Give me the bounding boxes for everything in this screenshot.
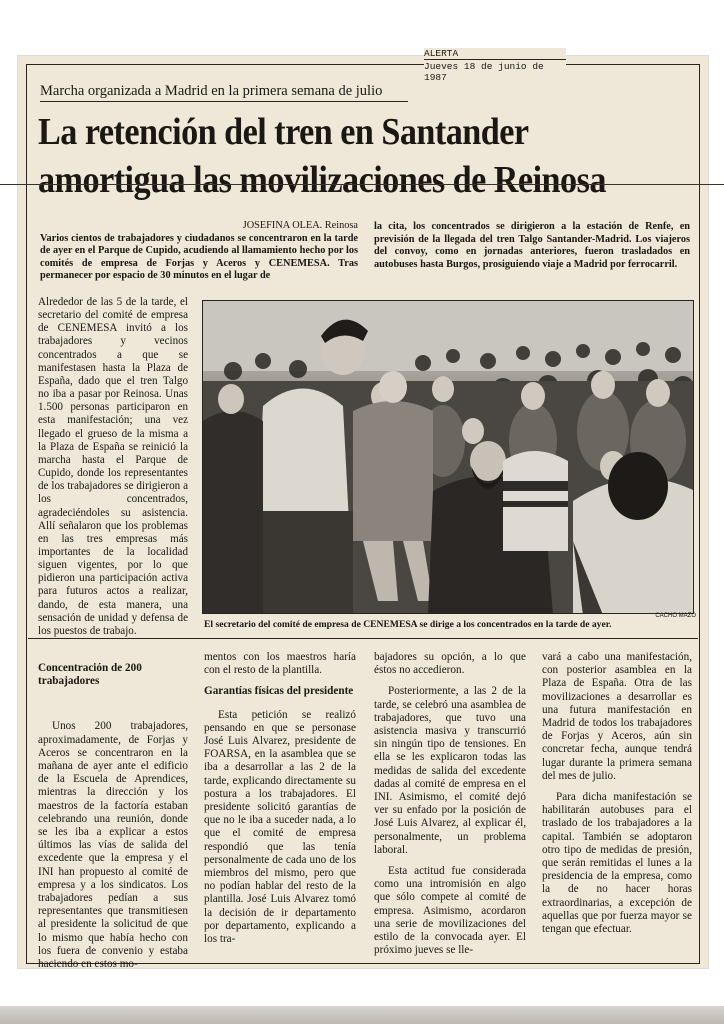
headline-line-2: amortigua las movilizaciones de Reinosa [38, 159, 606, 201]
publication-name: ALERTA [424, 48, 459, 59]
subheading-concentracion: Concentración de 200 trabajadores [38, 662, 142, 688]
paragraph: Unos 200 trabajadores, aproximadamente, de Forjas y Aceros se concentraron en la mañana de ayer ante el edificio de la Escuela de Aprendices, mientras la dirección y los maestros de la factoría estaban celebrando una reunión, donde se les iba a explicar a estos últimos las vías de salida del excedente que la empresa y el INI han propuesto al comité de empresa y a los sindicatos. Los trabajadores pedían a sus representantes que transmitiesen al presidente la solicitud de que lo mismo que había hecho con los fuera de convenio y estaba haciendo en estos mo- [38, 720, 188, 971]
column-3 [374, 651, 526, 965]
paragraph: bajadores su opción, a lo que éstos no accedieron. [374, 651, 526, 677]
source-label [424, 48, 566, 83]
paragraph: Esta actitud fue considerada como una intromisión en algo que sólo compete al comité de empresa. Asimismo, acordaron una serie de movilizaciones del estilo de la convocada ayer. El próximo jueves se lle- [374, 865, 526, 957]
paragraph: Para dicha manifestación se habilitarán autobuses para el traslado de los trabajadores a la capital. También se adoptaron otro tipo de medidas de presión, que serán remitidas el lunes a la presidencia de la empresa, como la de no hacer horas extraordinarias, a excepción de aquellas que por fuerza mayor se tengan que efectuar. [542, 791, 692, 936]
subheading-garantias: Garantías físicas del presidente [204, 685, 354, 698]
paragraph: Esta petición se realizó pensando en que se personase José Luis Alvarez, presidente de FOARSA, en la asamblea que se iba a desarrollar a las 2 de la tarde, explicando directamente su postura a los trabajadores. El presidente solicitó garantías de que no le iba a suceder nada, a lo que el comité de empresa respondió que las tenía personalmente de cada uno de los miembros del mismo, pero que no podían hablar del resto de la plantilla. José Luis Alvarez tomó la decisión de ir departamento por departamento, explicando a los tra- [204, 708, 356, 946]
kicker: Marcha organizada a Madrid en la primera semana de julio [40, 82, 408, 102]
paragraph: Alrededor de las 5 de la tarde, el secretario del comité de empresa de CENEMESA invitó a los trabajadores y vecinos concentrados a que se manifestasen hasta la Plaza de España, dado que el tren Talgo no iba a pasar por Reinosa. Unas 1.500 personas participaron en esta manifestación; una vez llegado el grueso de la misma a la Plaza de España se reinició la marcha hasta el Parque de Cupido, donde los representantes de los trabajadores se dirigieron a los concentrados, agradeciéndoles su asistencia. Allí señalaron que los problemas en las tres empresas más importantes de la localidad siguen vigentes, por lo que pidieron una participación activa para futuros actos a realizar, dando, de esta manera, una sensación de unidad y defensa de los puestos de trabajo. [38, 296, 188, 637]
news-photo [202, 300, 694, 614]
paragraph: Posteriormente, a las 2 de la tarde, se celebró una asamblea de trabajadores, que tuvo una asistencia masiva y transcurrió sin ningún tipo de tensiones. En ella se les explicaron todas las medidas de salida del excedente dadas al comité de empresa en el INI. Asimismo, el comité dejó ver su enfado por la posición de José Luis Alvarez, al explicar él, personalmente, un problema laboral. [374, 685, 526, 856]
headline [38, 108, 678, 204]
paragraph: vará a cabo una manifestación, con posterior asamblea en la Plaza de España. Otra de las movilizaciones a desarrollar es una futura manifestación en Madrid de todos los trabajadores de Forjas y Aceros, aún sin concretar fecha, aunque tendrá lugar durante la primera semana del mes de julio. [542, 651, 692, 782]
column-4 [542, 651, 692, 944]
lead-left [40, 220, 358, 283]
lead-left-text: Varios cientos de trabajadores y ciudadanos se concentraron en la tarde de ayer en el Parque de Cupido, acudiendo al llamamiento hecho por los comités de empresa de Forjas y Aceros y CENEMESA. Tras permanecer por espacio de 30 minutos en el lugar de [40, 232, 358, 282]
photo-caption: El secretario del comité de empresa de CENEMESA se dirige a los concentrados en la tarde de ayer. [204, 619, 612, 630]
scan-edge [0, 1006, 724, 1024]
crop-line [0, 184, 724, 185]
column-1 [38, 658, 188, 979]
byline: JOSEFINA OLEA. Reinosa [242, 220, 358, 231]
column-left-top [38, 296, 188, 646]
section-divider [28, 638, 698, 639]
lead-right: la cita, los concentrados se dirigieron a la estación de Renfe, en previsión de la llegada del tren Talgo Santander-Madrid. Los viajeros del convoy, como en jornadas anteriores, fueron trasladados en autobuses hasta Burgos, prosiguiendo viaje a Madrid por ferrocarril. [374, 221, 690, 270]
crowd-photo-illustration [203, 301, 694, 614]
column-2 [204, 651, 356, 954]
photo-credit: CACHO MAZO [655, 613, 696, 619]
headline-line-1: La retención del tren en Santander [38, 111, 529, 153]
paragraph: mentos con los maestros haría con el resto de la plantilla. [204, 651, 356, 677]
publication-date: Jueves 18 de junio de 1987 [424, 59, 566, 83]
